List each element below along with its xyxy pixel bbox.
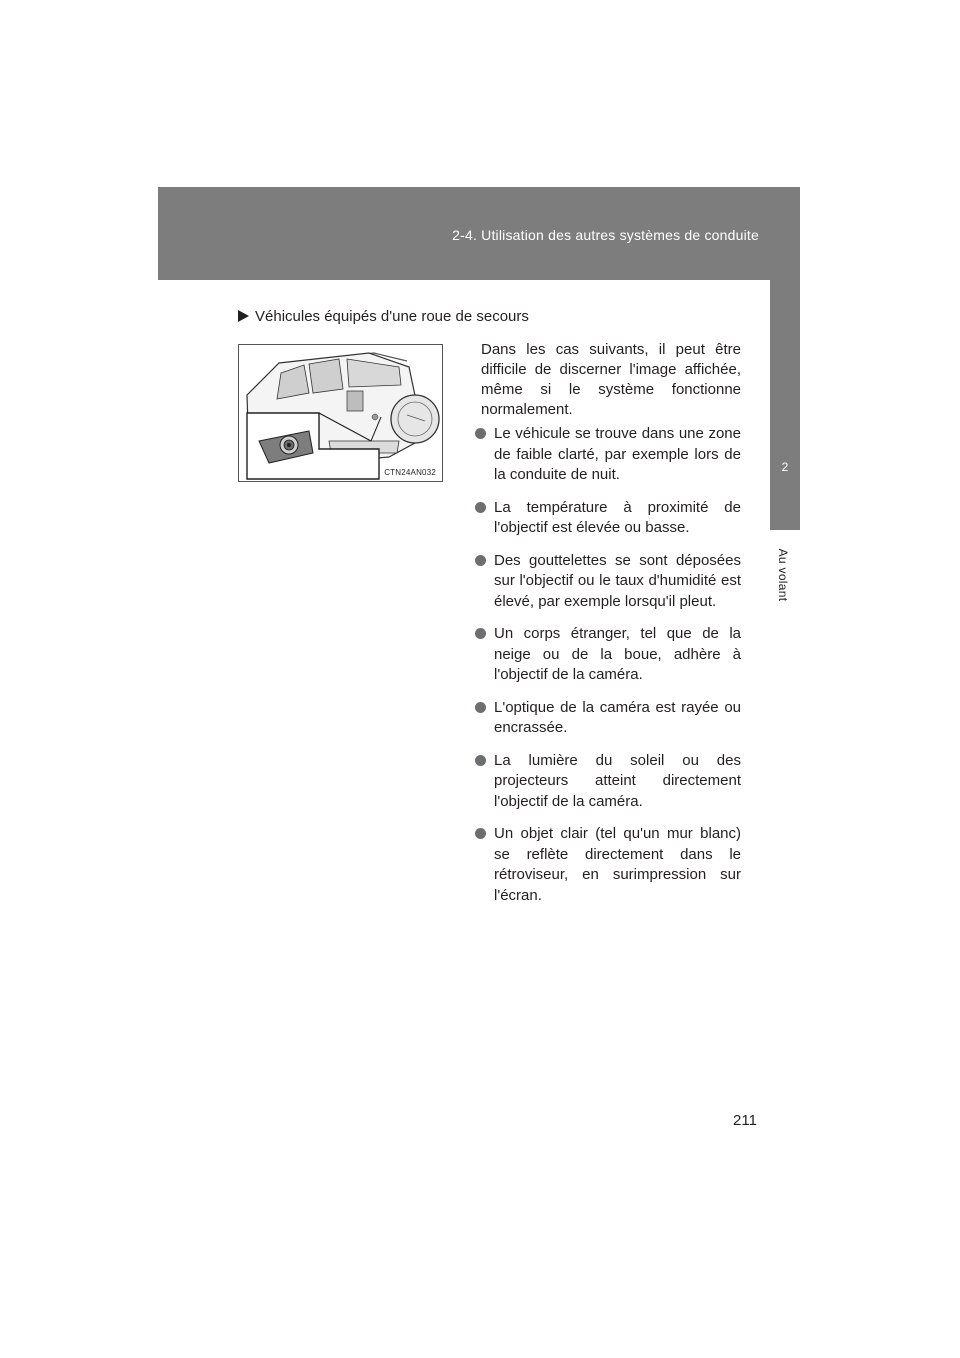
bullet-icon xyxy=(475,555,486,566)
triangle-arrow-icon xyxy=(238,310,249,322)
page-number: 211 xyxy=(733,1112,757,1129)
intro-paragraph: Dans les cas suivants, il peut être difficile de discerner l'image affichée, même si le système fonctionne normalement. xyxy=(481,341,741,418)
bullet-icon xyxy=(475,702,486,713)
bullet-icon xyxy=(475,628,486,639)
chapter-tab xyxy=(770,280,800,530)
list-item: Un objet clair (tel qu'un mur blanc) se reflète directement dans le rétroviseur, en surimpression sur l'écran. xyxy=(475,824,741,906)
list-item: Des gouttelettes se sont déposées sur l'objectif ou le taux d'humidité est élevé, par exemple lorsqu'il pleut. xyxy=(475,551,741,613)
bullet-icon xyxy=(475,428,486,439)
chapter-label: Au volant xyxy=(776,548,790,602)
vehicle-illustration xyxy=(239,345,443,482)
list-item: Un corps étranger, tel que de la neige ou de la boue, adhère à l'objectif de la caméra. xyxy=(475,624,741,686)
section-title: 2-4. Utilisation des autres systèmes de conduite xyxy=(452,227,759,243)
list-item: La température à proximité de l'objectif est élevée ou basse. xyxy=(475,498,741,539)
bullet-icon xyxy=(475,502,486,513)
bullet-icon xyxy=(475,755,486,766)
subheading-text: Véhicules équipés d'une roue de secours xyxy=(255,308,529,325)
list-item: La lumière du soleil ou des projecteurs atteint directement l'objectif de la caméra. xyxy=(475,751,741,813)
chapter-number: 2 xyxy=(781,460,789,474)
subheading xyxy=(238,308,529,325)
vehicle-rear-camera-illustration xyxy=(238,344,443,482)
bullet-icon xyxy=(475,828,486,839)
list-item: Le véhicule se trouve dans une zone de faible clarté, par exemple lors de la conduite de nuit. xyxy=(475,424,741,486)
list-item: L'optique de la caméra est rayée ou encrassée. xyxy=(475,698,741,739)
conditions-list xyxy=(475,424,741,918)
figure-code: CTN24AN032 xyxy=(384,468,436,477)
header-band xyxy=(158,187,800,280)
